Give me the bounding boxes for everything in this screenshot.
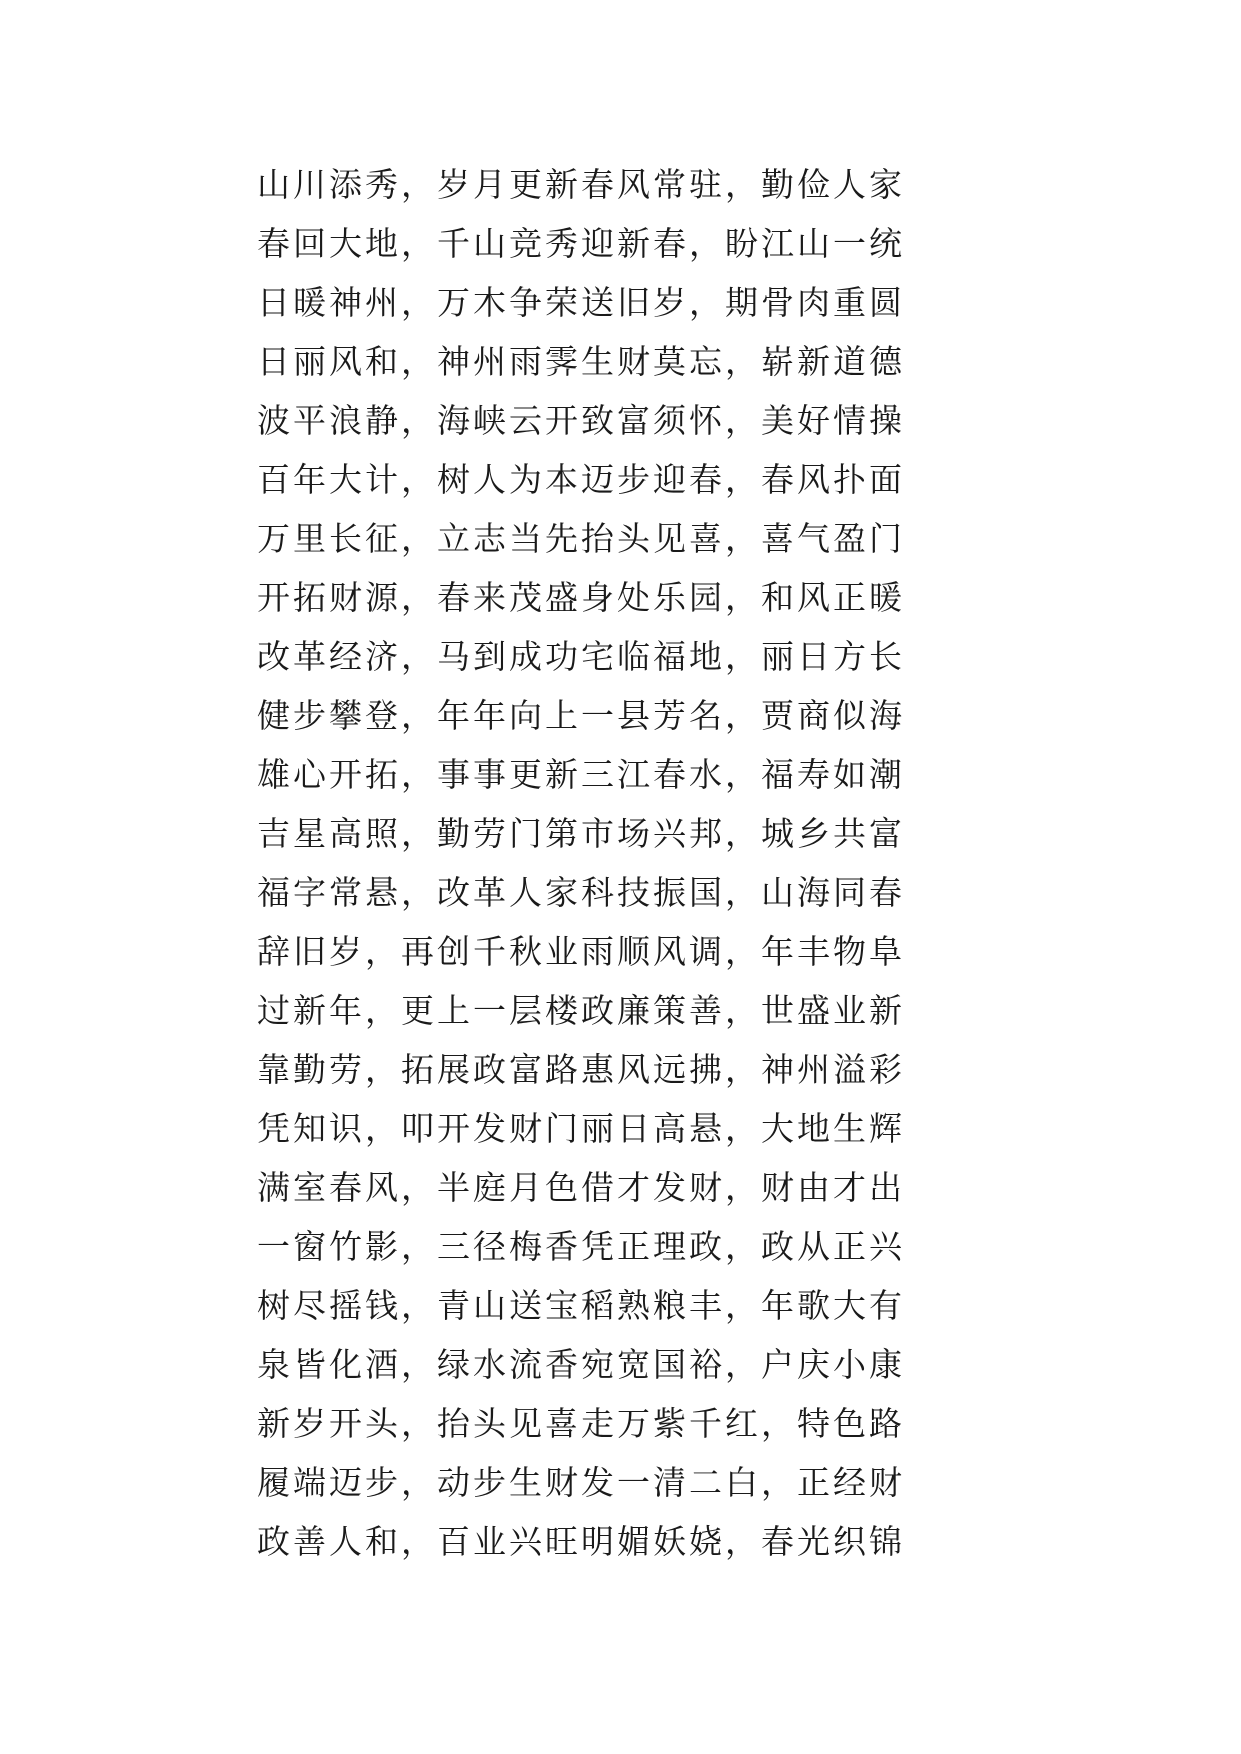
text-line: 政善人和，百业兴旺明媚妖娆，春光织锦: [257, 1522, 905, 1561]
text-line: 雄心开拓，事事更新三江春水，福寿如潮: [257, 755, 905, 794]
text-line: 日暖神州，万木争荣送旧岁，期骨肉重圆: [257, 283, 905, 322]
text-line: 开拓财源，春来茂盛身处乐园，和风正暖: [257, 578, 905, 617]
text-line: 过新年，更上一层楼政廉策善，世盛业新: [257, 991, 905, 1030]
text-line: 福字常悬，改革人家科技振国，山海同春: [257, 873, 905, 912]
text-line: 凭知识，叩开发财门丽日高悬，大地生辉: [257, 1109, 905, 1148]
text-line: 波平浪静，海峡云开致富须怀，美好情操: [257, 401, 905, 440]
couplet-text-block: [257, 155, 905, 1571]
text-line: 树尽摇钱，青山送宝稻熟粮丰，年歌大有: [257, 1286, 905, 1325]
text-line: 一窗竹影，三径梅香凭正理政，政从正兴: [257, 1227, 905, 1266]
text-line: 春回大地，千山竞秀迎新春，盼江山一统: [257, 224, 905, 263]
text-line: 百年大计，树人为本迈步迎春，春风扑面: [257, 460, 905, 499]
text-line: 吉星高照，勤劳门第市场兴邦，城乡共富: [257, 814, 905, 853]
text-line: 满室春风，半庭月色借才发财，财由才出: [257, 1168, 905, 1207]
text-line: 日丽风和，神州雨霁生财莫忘，崭新道德: [257, 342, 905, 381]
text-line: 履端迈步，动步生财发一清二白，正经财: [257, 1463, 905, 1502]
text-line: 辞旧岁，再创千秋业雨顺风调，年丰物阜: [257, 932, 905, 971]
text-line: 新岁开头，抬头见喜走万紫千红，特色路: [257, 1404, 905, 1443]
text-line: 改革经济，马到成功宅临福地，丽日方长: [257, 637, 905, 676]
text-line: 靠勤劳，拓展政富路惠风远拂，神州溢彩: [257, 1050, 905, 1089]
text-line: 山川添秀，岁月更新春风常驻，勤俭人家: [257, 165, 905, 204]
text-line: 万里长征，立志当先抬头见喜，喜气盈门: [257, 519, 905, 558]
text-line: 泉皆化酒，绿水流香宛宽国裕，户庆小康: [257, 1345, 905, 1384]
text-line: 健步攀登，年年向上一县芳名，贾商似海: [257, 696, 905, 735]
